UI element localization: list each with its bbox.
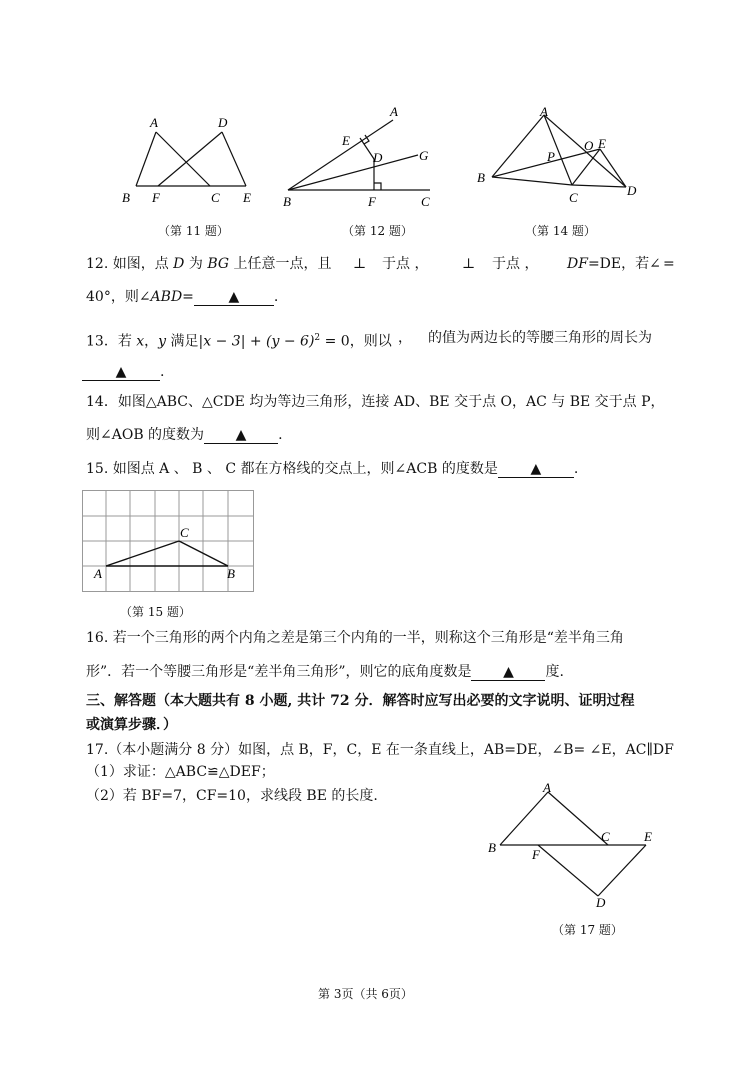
question-13-line-2: ▲ . (82, 362, 164, 382)
segment-BE (492, 149, 600, 177)
label-F: F (368, 194, 376, 209)
segment-AC (156, 132, 210, 186)
question-12-line-2: 40°，则∠ABD= ▲ . (86, 289, 279, 305)
answer-blank[interactable]: ▲ (498, 461, 574, 478)
right-angle-F (374, 183, 381, 190)
figure-11 (110, 110, 260, 210)
figure-17-caption: （第 17 题） (552, 923, 623, 937)
label-B: B (283, 194, 291, 209)
question-12-line-1: 12. 如图，点 D 为 BG 上任意一点，且 (86, 256, 332, 272)
segment-DE (360, 138, 374, 159)
segment-DE (598, 845, 646, 896)
figure-15 (82, 490, 254, 594)
label-C: C (180, 525, 189, 540)
question-17-line-1: 17.（本小题满分 8 分）如图，点 B，F，C，E 在一条直线上，AB=DE，∠B= ∠E，AC∥DF (86, 742, 674, 758)
figure-14 (472, 103, 652, 208)
question-12-text-f: DF=DE，若∠ (567, 256, 661, 272)
label-C: C (421, 194, 430, 209)
label-D: D (218, 115, 228, 130)
segment-AB (492, 115, 544, 177)
perp-symbol-1: ⊥ (353, 256, 367, 272)
segment-AB (500, 792, 548, 845)
segment-CE (572, 149, 600, 185)
label-F: F (532, 847, 540, 862)
label-B: B (477, 170, 485, 185)
segment-AC (106, 541, 179, 566)
label-E: E (598, 136, 606, 151)
equals-sign: = (663, 256, 675, 272)
figure-14-caption: （第 14 题） (525, 224, 596, 238)
question-17-part-1: （1）求证：△ABC≌△DEF； (86, 764, 275, 780)
label-C: C (569, 190, 578, 205)
label-E: E (644, 829, 652, 844)
segment-AC (548, 792, 608, 845)
label-B: B (122, 190, 130, 205)
figure-15-caption: （第 15 题） (120, 605, 191, 619)
label-A: A (390, 104, 398, 119)
figure-11-caption: （第 11 题） (158, 224, 229, 238)
question-16-line-1: 16. 若一个三角形的两个内角之差是第三个内角的一半，则称这个三角形是“差半角三角 (86, 630, 624, 646)
label-P: P (547, 149, 555, 164)
question-16-line-2: 形”．若一个等腰三角形是“差半角三角形”，则它的底角度数是 ▲ 度. (86, 664, 564, 680)
label-G: G (419, 148, 429, 163)
ray-BG (288, 155, 418, 190)
answer-blank[interactable]: ▲ (471, 664, 545, 681)
answer-blank[interactable]: ▲ (82, 364, 160, 381)
label-B: B (227, 566, 235, 581)
section-heading-line-2: 或演算步骤．） (86, 717, 177, 733)
segment-AB (136, 132, 156, 186)
question-13-text-e: 的值为两边长的等腰三角形的周长为 (428, 330, 652, 346)
label-D: D (373, 150, 383, 165)
question-15-text: 15. 如图点 A 、 B 、 C 都在方格线的交点上，则∠ACB 的度数是 ▲ . (86, 461, 579, 477)
question-13-line-1: 13．若 x，y 满足$|x - 3| + (y - 6)^2 = 0$，则以 (86, 333, 392, 350)
figure-12-caption: （第 12 题） (342, 224, 413, 238)
figure-12 (278, 100, 438, 210)
answer-blank[interactable]: ▲ (204, 427, 278, 444)
label-F: F (152, 190, 160, 205)
section-heading-line-1: 三、解答题（本大题共有 8 小题, 共计 72 分．解答时应写出必要的文字说明、证明过程 (86, 693, 635, 709)
segment-DE (222, 132, 246, 186)
page-footer: 第 3页（共 6页） (318, 987, 413, 1001)
question-14-line-1: 14．如图△ABC、△CDE 均为等边三角形，连接 AD、BE 交于点 O，AC 与 BE 交于点 P， (86, 394, 665, 410)
question-14-line-2: 则∠AOB 的度数为 ▲ . (86, 427, 283, 443)
label-E: E (243, 190, 251, 205)
equation: |x − 3| + (y − 6) (198, 333, 315, 350)
label-B: B (488, 840, 496, 855)
label-E: E (342, 133, 350, 148)
figure-17 (484, 780, 664, 910)
label-C: C (601, 829, 610, 844)
answer-blank[interactable]: ▲ (194, 289, 274, 306)
label-A: A (540, 104, 548, 119)
label-A: A (150, 115, 158, 130)
segment-DF (158, 132, 222, 186)
question-17-part-2: （2）若 BF=7，CF=10，求线段 BE 的长度. (86, 788, 378, 804)
label-C: C (211, 190, 220, 205)
label-A: A (543, 780, 551, 795)
label-A: A (94, 566, 102, 581)
segment-CD (572, 185, 626, 187)
label-D: D (627, 183, 637, 198)
question-13-comma: ， (398, 330, 412, 346)
perp-symbol-2: ⊥ (462, 256, 476, 272)
segment-BC (492, 177, 572, 185)
label-D: D (596, 895, 606, 910)
question-12-text-d: 于点 ， (382, 256, 429, 272)
segment-DF (538, 845, 598, 896)
question-12-text-e: 于点 ， (492, 256, 539, 272)
label-O: O (584, 138, 594, 153)
